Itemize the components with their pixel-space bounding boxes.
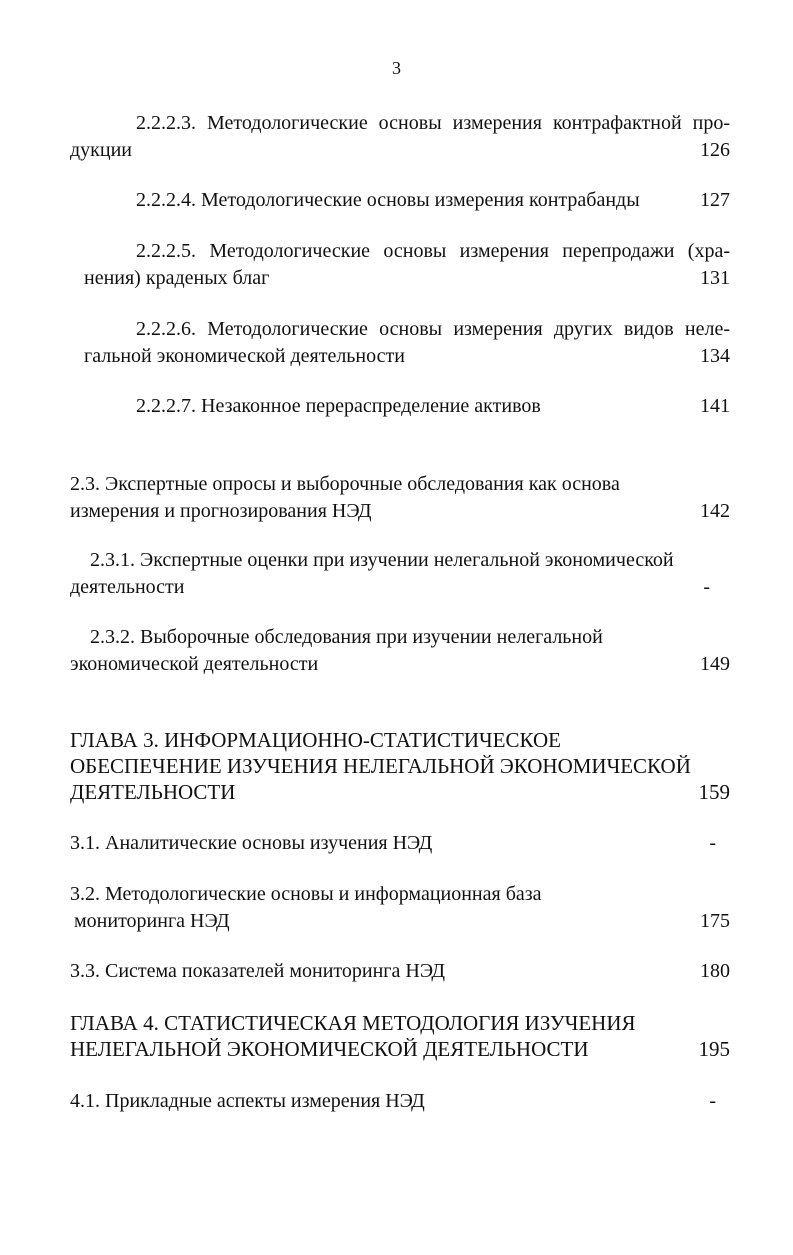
- toc-entry-2-3-1[interactable]: [70, 547, 730, 601]
- toc-entry-text: 4.1. Прикладные аспекты измерения НЭД: [70, 1090, 425, 1112]
- toc-page-number: 134: [700, 345, 730, 367]
- toc-entry-text: 3.3. Система показателей мониторинга НЭД: [70, 960, 445, 982]
- toc-entry-text: 2.2.2.3. Методологические основы измерения контрафактной про-: [136, 112, 730, 134]
- toc-entry-text: измерения и прогнозирования НЭД: [70, 500, 372, 522]
- toc-page-number: 149: [700, 653, 730, 675]
- toc-page-number: -: [709, 832, 716, 854]
- toc-entry-text: 2.2.2.6. Методологические основы измерения других видов неле-: [136, 318, 730, 340]
- toc-entry-text: 2.2.2.5. Методологические основы измерения перепродажи (хра-: [136, 240, 730, 262]
- toc-chapter-3[interactable]: [70, 727, 730, 805]
- toc-page-number: 126: [700, 139, 730, 161]
- toc-entry-2-3[interactable]: [70, 471, 730, 525]
- toc-page-number: 159: [698, 780, 730, 804]
- toc-entry-4-1[interactable]: [70, 1088, 730, 1115]
- toc-entry-3-3[interactable]: [70, 958, 730, 985]
- toc-page-number: 195: [698, 1037, 730, 1061]
- toc-page-number: 131: [700, 267, 730, 289]
- toc-entry-text: 2.3.1. Экспертные оценки при изучении нелегальной экономической: [90, 549, 674, 571]
- toc-entry-text: 2.2.2.7. Незаконное перераспределение активов: [136, 395, 541, 417]
- toc-entry-2-2-2-3[interactable]: [70, 110, 730, 164]
- toc-chapter-4[interactable]: [70, 1010, 730, 1062]
- toc-entry-text: ГЛАВА 4. СТАТИСТИЧЕСКАЯ МЕТОДОЛОГИЯ ИЗУЧЕНИЯ: [70, 1011, 636, 1035]
- toc-page-number: 175: [700, 910, 730, 932]
- toc-page-number: 180: [700, 960, 730, 982]
- toc-entry-text: 2.3.2. Выборочные обследования при изучении нелегальной: [90, 626, 603, 648]
- toc-page-number: 141: [700, 395, 730, 417]
- toc-entry-text: мониторинга НЭД: [74, 910, 230, 932]
- toc-entry-text: 2.3. Экспертные опросы и выборочные обследования как основа: [70, 473, 620, 495]
- toc-entry-2-2-2-6[interactable]: [70, 316, 730, 370]
- toc-entry-text: деятельности: [70, 576, 185, 598]
- toc-entry-text: ГЛАВА 3. ИНФОРМАЦИОННО-СТАТИСТИЧЕСКОЕ: [70, 728, 561, 752]
- toc-entry-text: НЕЛЕГАЛЬНОЙ ЭКОНОМИЧЕСКОЙ ДЕЯТЕЛЬНОСТИ: [70, 1037, 589, 1061]
- toc-entry-text: 3.2. Методологические основы и информационная база: [70, 883, 542, 905]
- toc-page-number: -: [703, 576, 710, 598]
- toc-entry-3-1[interactable]: [70, 830, 730, 857]
- toc-entry-text: 2.2.2.4. Методологические основы измерения контрабанды: [136, 189, 640, 211]
- toc-entry-text: дукции: [70, 139, 133, 161]
- toc-entry-text: ОБЕСПЕЧЕНИЕ ИЗУЧЕНИЯ НЕЛЕГАЛЬНОЙ ЭКОНОМИЧЕСКОЙ: [70, 754, 691, 778]
- toc-entry-text: 3.1. Аналитические основы изучения НЭД: [70, 832, 433, 854]
- toc-entry-text: гальной экономической деятельности: [84, 345, 405, 367]
- toc-page-number: 142: [700, 500, 730, 522]
- toc-page-number: 127: [700, 189, 730, 211]
- toc-entry-text: нения) краденых благ: [84, 267, 270, 289]
- toc-entry-2-2-2-4[interactable]: [70, 187, 730, 214]
- toc-page-number: -: [709, 1090, 716, 1112]
- toc-entry-2-3-2[interactable]: [70, 624, 730, 678]
- toc-entry-2-2-2-7[interactable]: [70, 393, 730, 420]
- toc-entry-text: экономической деятельности: [70, 653, 319, 675]
- toc-entry-text: ДЕЯТЕЛЬНОСТИ: [70, 780, 236, 804]
- page-number: 3: [392, 58, 401, 78]
- toc-entry-3-2[interactable]: [70, 881, 730, 935]
- toc-entry-2-2-2-5[interactable]: [70, 238, 730, 292]
